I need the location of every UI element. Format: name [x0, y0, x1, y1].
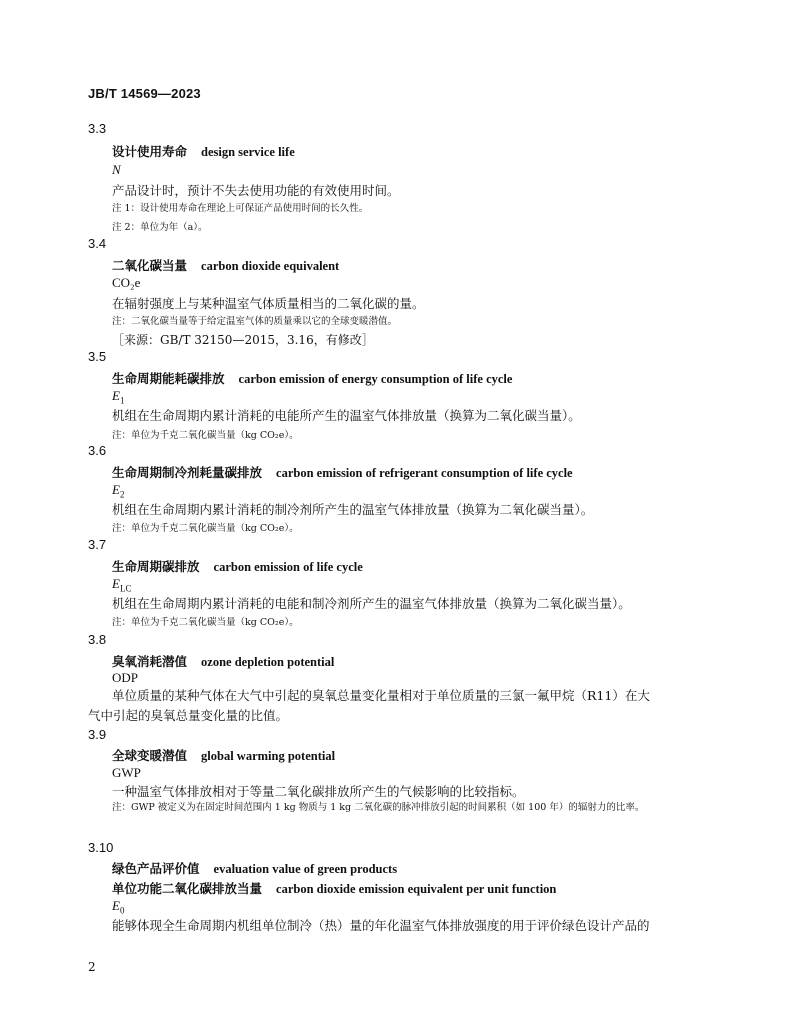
term-en: carbon emission of life cycle [213, 560, 363, 574]
clause-number: 3.6 [88, 443, 107, 458]
clause-number: 3.9 [88, 727, 107, 742]
definition: 一种温室气体排放相对于等量二氧化碳排放所产生的气候影响的比较指标。 [112, 784, 525, 799]
term-cn: 生命周期能耗碳排放 [112, 371, 225, 386]
symbol-main: E [112, 482, 120, 497]
term-heading [112, 859, 397, 877]
page-number: 2 [88, 960, 96, 974]
note: 注 2：单位为年（a）。 [112, 222, 208, 233]
symbol-subscript: 2 [119, 489, 125, 500]
symbol-subscript: LC [119, 583, 132, 594]
note: 注：单位为千克二氧化碳当量（kg CO₂e）。 [112, 617, 299, 628]
note: 注：单位为千克二氧化碳当量（kg CO₂e）。 [112, 430, 299, 441]
note: 注：单位为千克二氧化碳当量（kg CO₂e）。 [112, 523, 299, 534]
term-en: carbon emission of refrigerant consumption of life cycle [276, 466, 573, 480]
term-en: carbon emission of energy consumption of life cycle [238, 372, 513, 386]
definition: 机组在生命周期内累计消耗的制冷剂所产生的温室气体排放量（换算为二氧化碳当量）。 [112, 502, 594, 517]
term-cn: 全球变暖潜值 [112, 748, 188, 763]
sub-term-heading [112, 879, 556, 897]
document-id: JB/T 14569—2023 [88, 86, 201, 101]
sub-term-cn: 单位功能二氧化碳排放当量 [112, 881, 263, 896]
term-symbol [112, 388, 124, 406]
term-en: carbon dioxide equivalent [201, 259, 340, 273]
term-en: ozone depletion potential [201, 655, 335, 669]
term-cn: 臭氧消耗潜值 [112, 654, 188, 669]
term-symbol [112, 482, 124, 500]
term-heading [112, 463, 573, 481]
definition: 单位质量的某种气体在大气中引起的臭氧总量变化量相对于单位质量的三氯一氟甲烷（R11）在大气中引起的臭氧总量变化量的比值。 [88, 688, 650, 723]
clause-number: 3.5 [88, 349, 107, 364]
term-symbol [112, 898, 124, 916]
clause-number: 3.10 [88, 840, 114, 855]
symbol-subscript: 1 [119, 395, 125, 406]
symbol-main: E [112, 898, 120, 913]
note: 注 1：设计使用寿命在理论上可保证产品使用时间的长久性。 [112, 203, 369, 214]
definition: 能够体现全生命周期内机组单位制冷（热）量的年化温室气体排放强度的用于评价绿色设计产品的 [112, 918, 650, 933]
term-cn: 绿色产品评价值 [112, 861, 200, 876]
term-heading [112, 652, 334, 670]
clause-number: 3.3 [88, 121, 107, 136]
note: 注：GWP 被定义为在固定时间范围内 1 kg 物质与 1 kg 二氧化碳的脉冲排放引起的时间累积（如 100 年）的辐射力的比率。 [112, 802, 645, 813]
symbol-main: E [112, 388, 120, 403]
term-heading [112, 557, 363, 575]
term-cn: 生命周期制冷剂耗量碳排放 [112, 465, 263, 480]
term-en: design service life [201, 145, 295, 159]
term-heading [112, 746, 335, 764]
term-symbol: N [112, 162, 121, 177]
clause-number: 3.7 [88, 537, 107, 552]
term-heading [112, 256, 339, 274]
term-cn: 设计使用寿命 [112, 144, 188, 159]
term-en: global warming potential [201, 749, 336, 763]
term-heading [112, 369, 512, 387]
note: 注：二氧化碳当量等于给定温室气体的质量乘以它的全球变暖潜值。 [112, 316, 398, 327]
definition: 在辐射强度上与某种温室气体质量相当的二氧化碳的量。 [112, 296, 425, 311]
term-symbol: GWP [112, 765, 141, 780]
term-cn: 生命周期碳排放 [112, 559, 200, 574]
term-en: evaluation value of green products [213, 862, 398, 876]
symbol-subscript: 0 [119, 905, 125, 916]
source-reference: ［来源：GB/T 32150—2015，3.16，有修改］ [112, 333, 374, 347]
term-symbol: CO₂e [112, 275, 141, 290]
sub-term-en: carbon dioxide emission equivalent per unit function [276, 882, 557, 896]
definition: 机组在生命周期内累计消耗的电能和制冷剂所产生的温室气体排放量（换算为二氧化碳当量）。 [112, 596, 631, 611]
clause-number: 3.4 [88, 236, 107, 251]
clause-number: 3.8 [88, 632, 107, 647]
definition: 产品设计时，预计不失去使用功能的有效使用时间。 [112, 183, 400, 198]
definition: 机组在生命周期内累计消耗的电能所产生的温室气体排放量（换算为二氧化碳当量）。 [112, 408, 581, 423]
term-symbol [112, 576, 131, 594]
term-symbol: ODP [112, 670, 139, 685]
symbol-main: E [112, 576, 120, 591]
term-cn: 二氧化碳当量 [112, 258, 188, 273]
term-heading [112, 142, 295, 160]
